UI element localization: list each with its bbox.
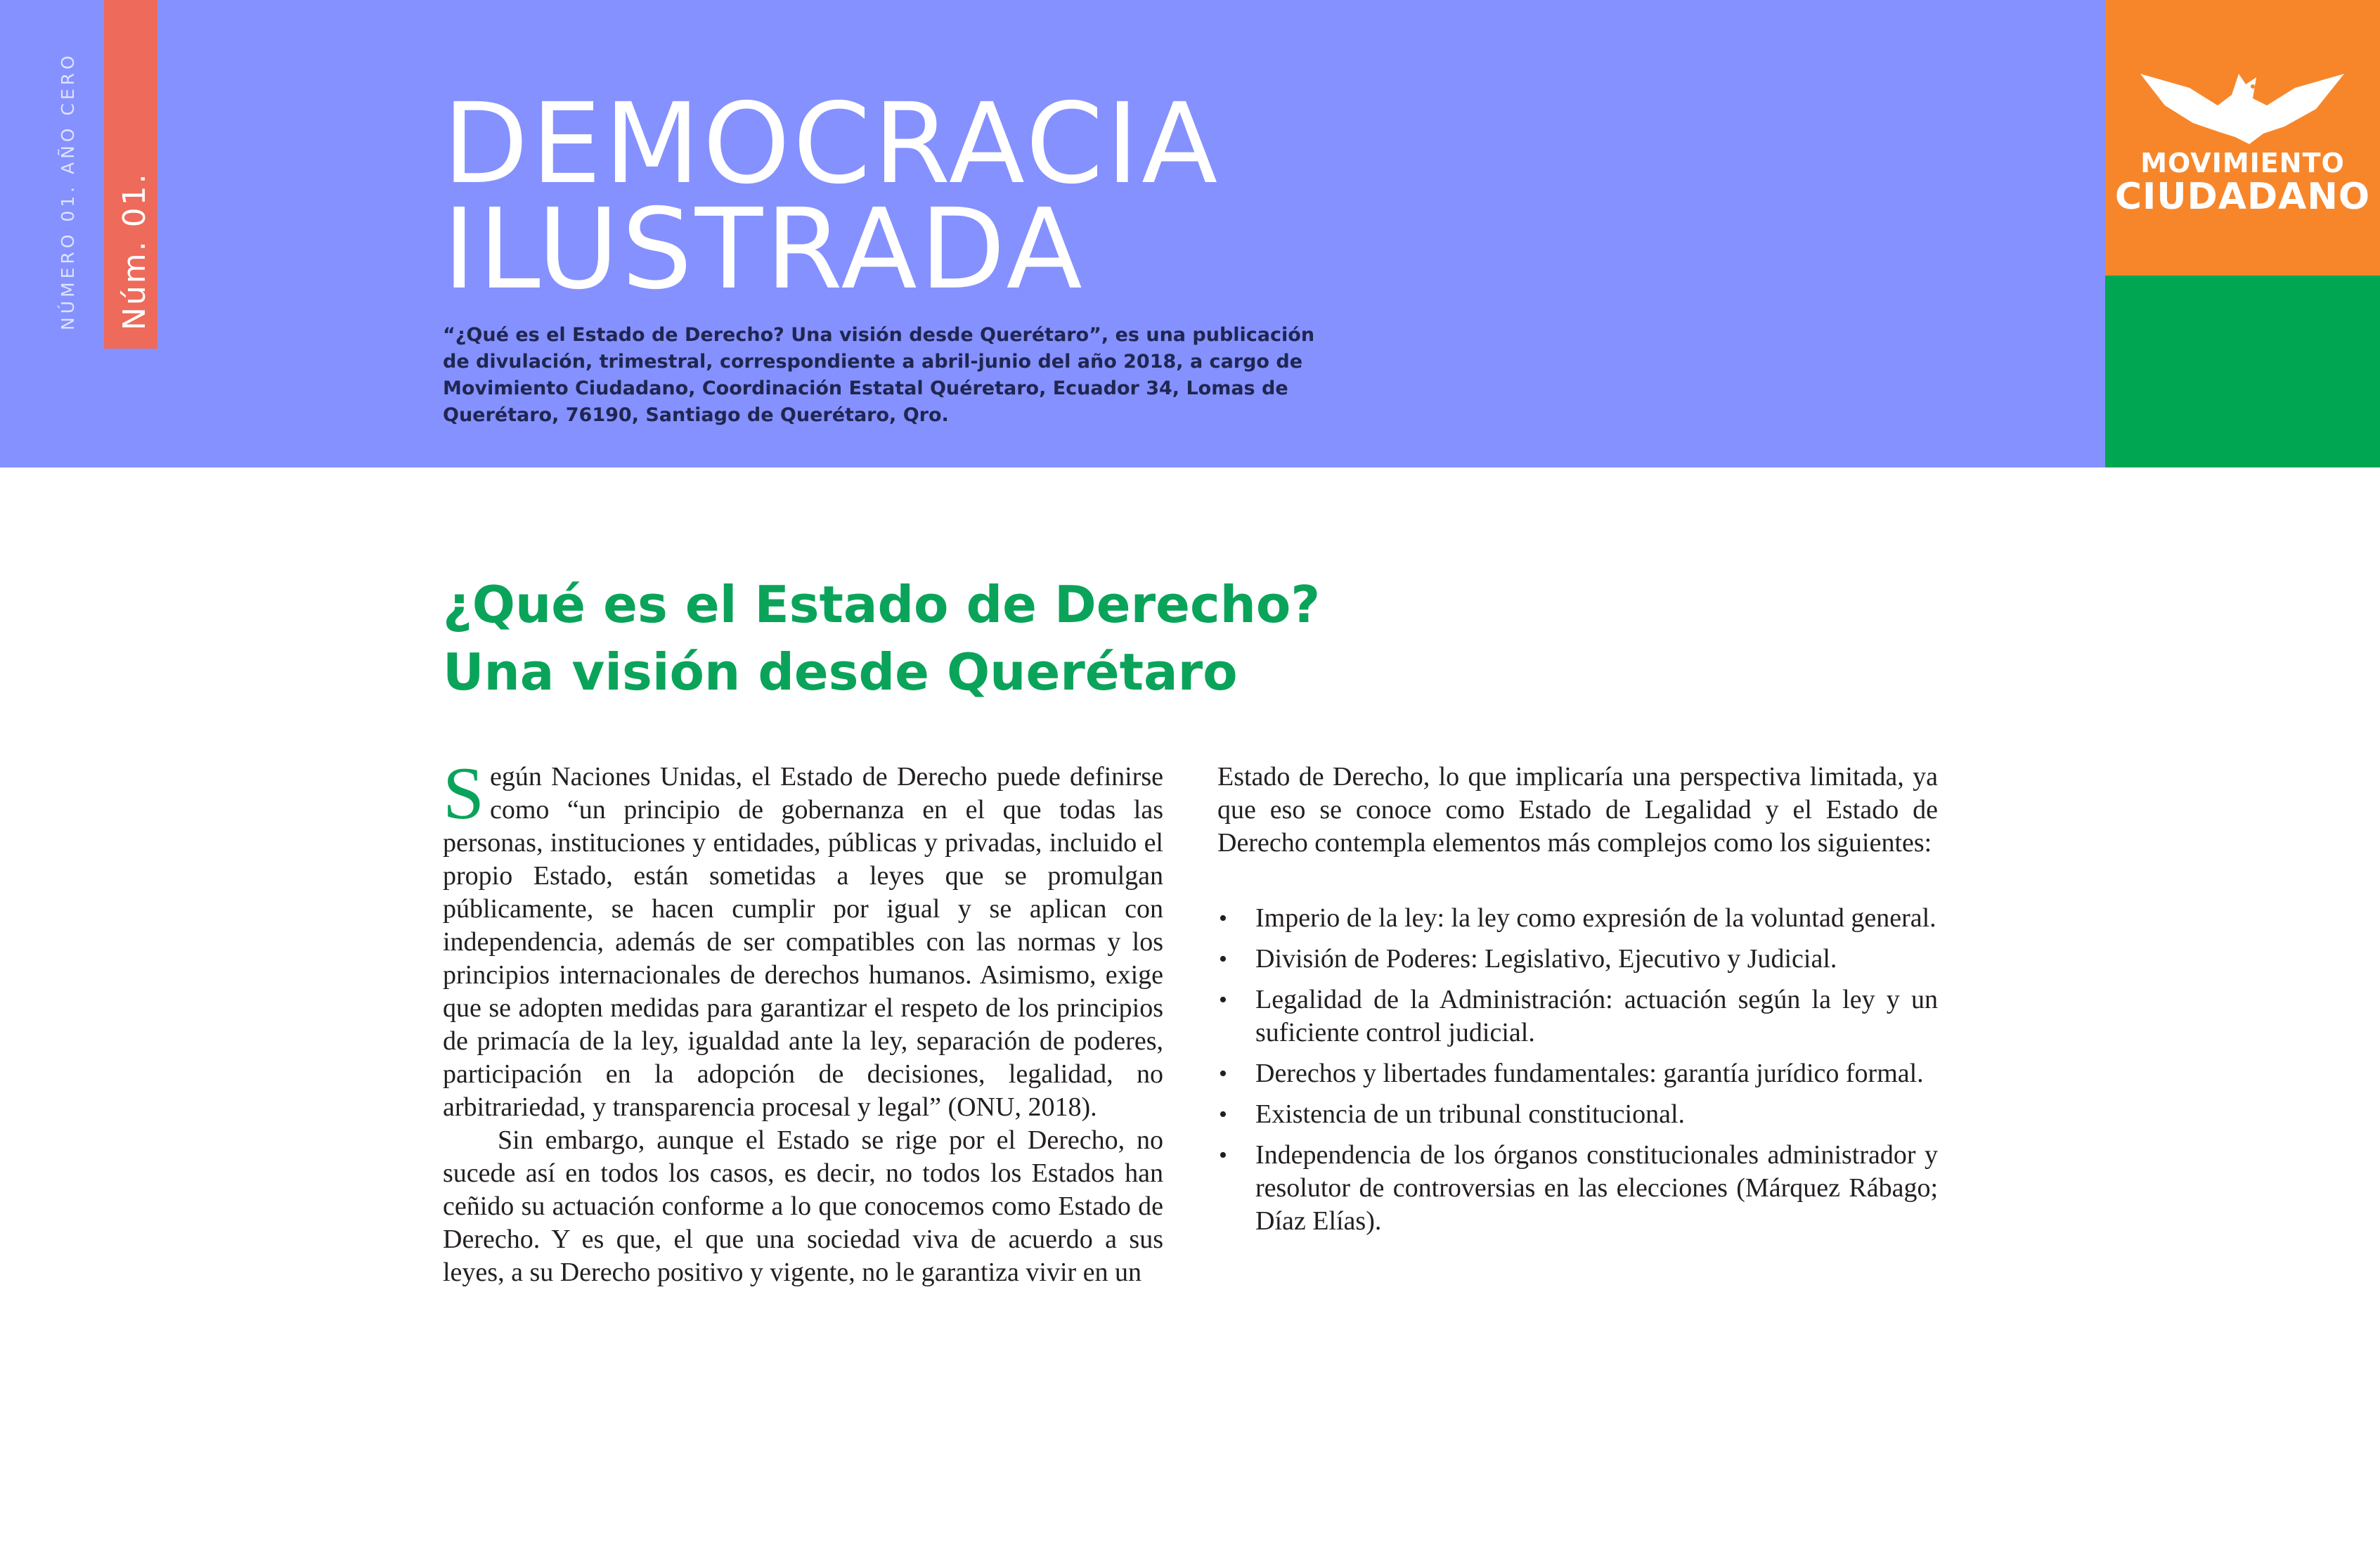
bullet-icon: • xyxy=(1219,946,1227,972)
article-column-right xyxy=(1217,761,1938,1246)
logo xyxy=(2105,0,2380,276)
list-item-text: Independencia de los órganos constitucionales administrador y resolutor de controversias en las elecciones (Márquez Rábago; Díaz Elías). xyxy=(1255,1140,1938,1236)
list-item xyxy=(1217,1057,1938,1090)
logo-line-1: MOVIMIENTO xyxy=(2140,148,2345,179)
masthead-title xyxy=(443,79,1221,314)
masthead-line-1: DEMOCRACIA xyxy=(443,79,1221,209)
bullet-icon: • xyxy=(1219,1102,1227,1128)
article-title-line-2: Una visión desde Querétaro xyxy=(443,642,1238,702)
logo-line-2: CIUDADANO xyxy=(2114,176,2371,218)
article-title-line-1: ¿Qué es el Estado de Derecho? xyxy=(443,575,1321,634)
paragraph-3: Estado de Derecho, lo que implicaría una perspectiva limitada, ya que eso se conoce como Estado de Legalidad y el Estado de Derecho contempla elementos más complejos como los siguientes: xyxy=(1217,762,1938,858)
bullet-icon: • xyxy=(1219,905,1227,931)
bullet-list xyxy=(1217,902,1938,1238)
drop-cap: S xyxy=(443,752,484,834)
article-title xyxy=(443,571,1567,706)
bullet-icon: • xyxy=(1219,1142,1227,1168)
list-item xyxy=(1217,983,1938,1050)
masthead-line-2: ILUSTRADA xyxy=(443,185,1085,314)
imprint-text: “¿Qué es el Estado de Derecho? Una visión desde Querétaro”, es una publicación de divulación, trimestral, correspondiente a abril-junio del año 2018, a cargo de Movimiento Ciudadano, Coordinación Estatal Quéretaro, Ecuador 34, Lomas de Querétaro, 76190, Santiago de Querétaro, Qro. xyxy=(443,324,1315,426)
eagle-icon xyxy=(2133,67,2351,158)
paragraph-1-text: egún Naciones Unidas, el Estado de Derecho puede definirse como “un principio de gobernanza en el que todas las personas, instituciones y entidades, públicas y privadas, incluido el propio Estado, están sometidas a leyes que se promulgan públicamente, se hacen cumplir por igual y se aplican con independencia, además de ser compatibles con las normas y los principios internacionales de derechos humanos. Asimismo, exige que se adopten medidas para garantizar el respeto de los principios de primacía de la ley, igualdad ante la ley, separación de poderes, participación en la adopción de decisiones, legalidad, no arbitrariedad, y transparencia procesal y legal” (ONU, 2018). xyxy=(443,762,1163,1122)
list-item xyxy=(1217,902,1938,935)
issue-tab-label: Núm. 01. xyxy=(117,172,153,330)
bullet-icon: • xyxy=(1219,987,1227,1013)
list-item-text: Imperio de la ley: la ley como expresión de la voluntad general. xyxy=(1255,903,1936,933)
list-item xyxy=(1217,943,1938,976)
list-item-text: División de Poderes: Legislativo, Ejecutivo y Judicial. xyxy=(1255,944,1837,974)
paragraph-1 xyxy=(443,752,1163,1124)
list-item xyxy=(1217,1139,1938,1238)
list-item xyxy=(1217,1098,1938,1131)
issue-vertical-label: NÚMERO 01. AÑO CERO xyxy=(58,52,78,330)
green-accent-block xyxy=(2105,276,2380,467)
list-item-text: Existencia de un tribunal constitucional. xyxy=(1255,1099,1686,1129)
list-item-text: Derechos y libertades fundamentales: garantía jurídico formal. xyxy=(1255,1059,1924,1088)
bullet-icon: • xyxy=(1219,1061,1227,1087)
paragraph-2: Sin embargo, aunque el Estado se rige por el Derecho, no sucede así en todos los casos, es decir, no todos los Estados han ceñido su actuación conforme a lo que conocemos como Estado de Derecho. Y es que, el que una sociedad viva de acuerdo a sus leyes, a su Derecho positivo y vigente, no le garantiza vivir en un xyxy=(443,1125,1163,1287)
list-item-text: Legalidad de la Administración: actuación según la ley y un suficiente control judicial. xyxy=(1255,985,1938,1047)
article-column-left xyxy=(443,752,1163,1289)
